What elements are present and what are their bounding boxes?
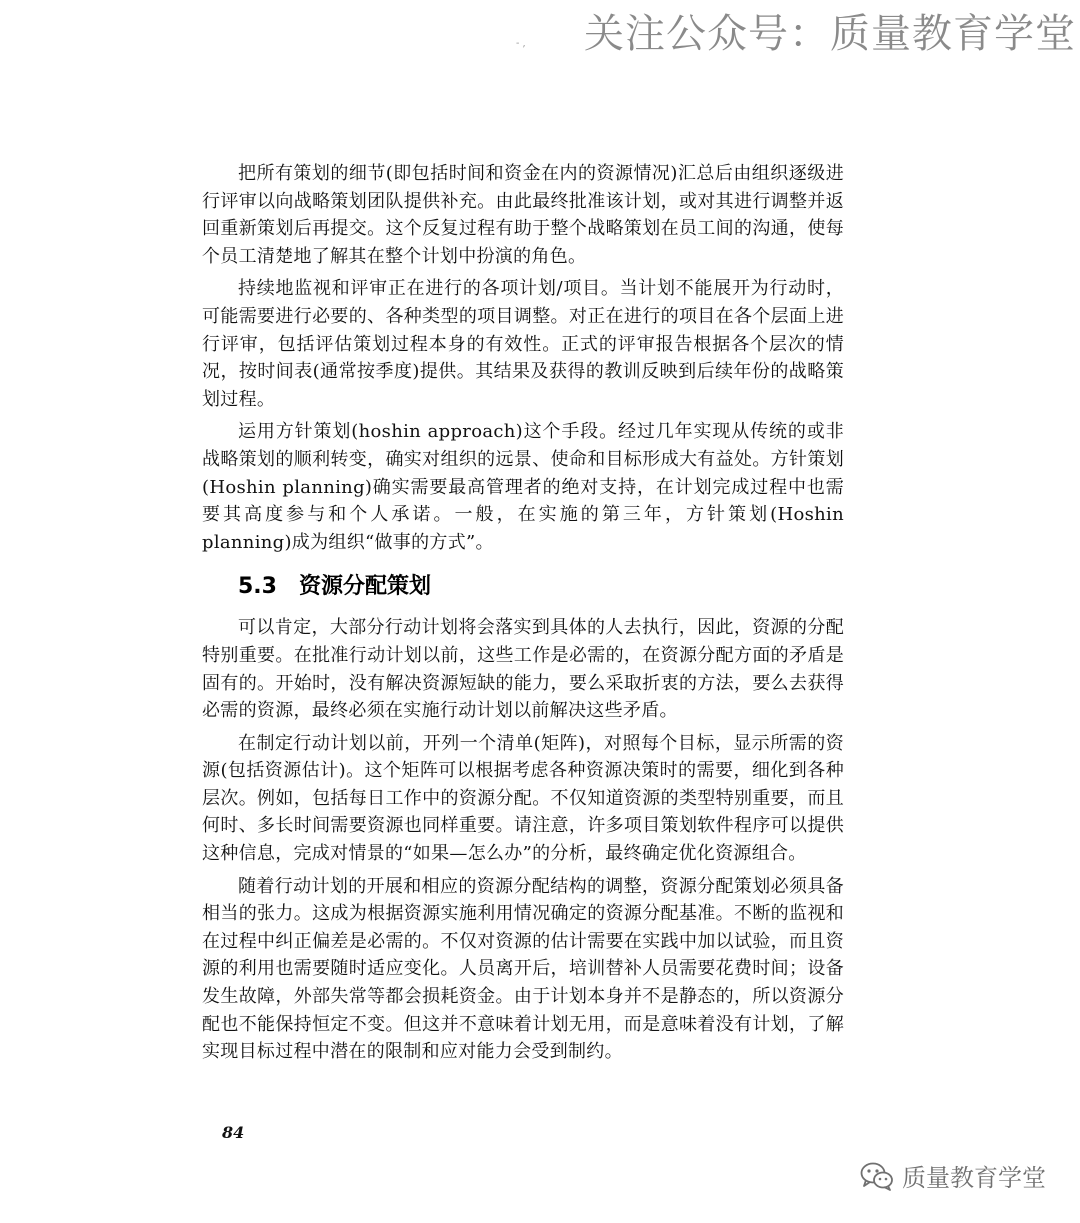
paragraph-3: 运用方针策划(hoshin approach)这个手段。经过几年实现从传统的或非战略策划的顺利转变，确实对组织的远景、使命和目标形成大有益处。方针策划(Hoshin planning)确实需要最高管理者的绝对支持，在计划完成过程中也需要其高度参与和个人承诺。一般，在实施的第三年，方针策划(Hoshin planning)成为组织“做事的方式”。	[202, 421, 844, 553]
paragraph-5: 在制定行动计划以前，开列一个清单(矩阵)，对照每个目标，显示所需的资源(包括资源估计)。这个矩阵可以根据考虑各种资源决策时的需要，细化到各种层次。例如，包括每日工作中的资源分配。不仅知道资源的类型特别重要，而且何时、多长时间需要资源也同样重要。请注意，许多项目策划软件程序可以提供这种信息，完成对情景的“如果—怎么办”的分析，最终确定优化资源组合。	[202, 732, 844, 865]
scan-mark: - ,	[516, 38, 526, 49]
wechat-icon	[860, 1161, 894, 1191]
header-watermark: 关注公众号：质量教育学堂	[584, 11, 1076, 57]
paragraph-4: 可以肯定，大部分行动计划将会落实到具体的人去执行，因此，资源的分配特别重要。在批准行动计划以前，这些工作是必需的，在资源分配方面的矛盾是固有的。开始时，没有解决资源短缺的能力，要么采取折衷的方法，要么去获得必需的资源，最终必须在实施行动计划以前解决这些矛盾。	[202, 617, 844, 722]
section-title: 资源分配策划	[298, 574, 431, 600]
section-number: 5.3	[238, 574, 277, 600]
page-number: 84	[222, 1123, 245, 1142]
footer-watermark	[860, 1158, 1046, 1193]
section-heading	[238, 572, 844, 602]
paragraph-1: 把所有策划的细节(即包括时间和资金在内的资源情况)汇总后由组织逐级进行评审以向战略策划团队提供补充。由此最终批准该计划，或对其进行调整并返回重新策划后再提交。这个反复过程有助于整个战略策划在员工间的沟通，使每个员工清楚地了解其在整个计划中扮演的角色。	[202, 163, 844, 267]
paragraph-6: 随着行动计划的开展和相应的资源分配结构的调整，资源分配策划必须具备相当的张力。这成为根据资源实施利用情况确定的资源分配基准。不断的监视和在过程中纠正偏差是必需的。不仅对资源的估计需要在实践中加以试验，而且资源的利用也需要随时适应变化。人员离开后，培训替补人员需要花费时间；设备发生故障，外部失常等都会损耗资金。由于计划本身并不是静态的，所以资源分配也不能保持恒定不变。但这并不意味着计划无用，而是意味着没有计划，了解实现目标过程中潜在的限制和应对能力会受到制约。	[202, 875, 844, 1063]
footer-watermark-text: 质量教育学堂	[902, 1164, 1046, 1192]
paragraph-2: 持续地监视和评审正在进行的各项计划/项目。当计划不能展开为行动时，可能需要进行必要的、各种类型的项目调整。对正在进行的项目在各个层面上进行评审，包括评估策划过程本身的有效性。正式的评审报告根据各个层次的情况，按时间表(通常按季度)提供。其结果及获得的教训反映到后续年份的战略策划过程。	[202, 278, 844, 410]
page-body	[202, 160, 844, 1071]
